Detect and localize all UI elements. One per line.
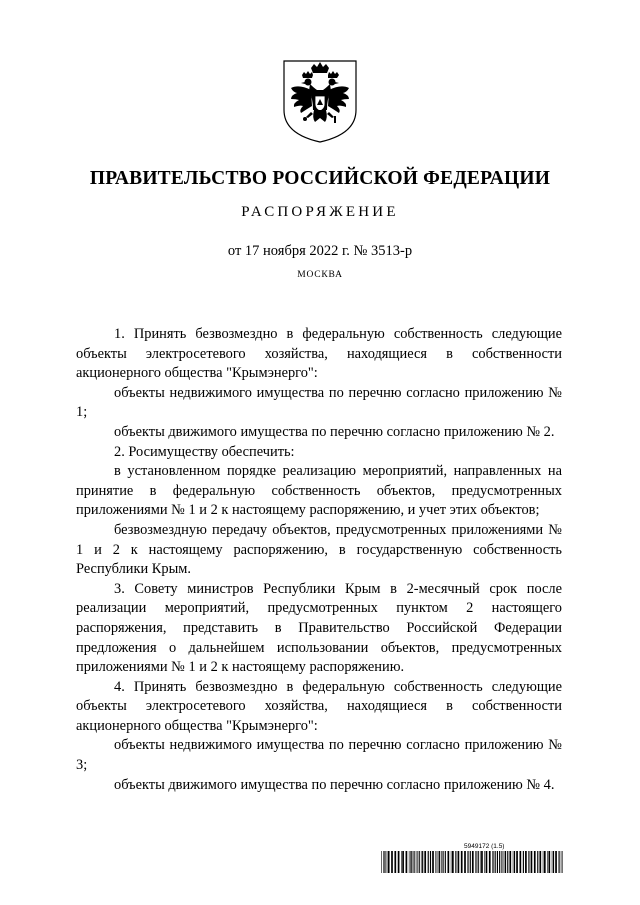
government-title: ПРАВИТЕЛЬСТВО РОССИЙСКОЙ ФЕДЕРАЦИИ — [89, 168, 551, 189]
paragraph-1: 1. Принять безвозмездно в федеральную собственность следующие объекты электросетевого хозяйства, находящиеся в собственности акционерного общества "Крымэнерго": — [76, 326, 562, 382]
paragraph-5: в установленном порядке реализацию мероприятий, направленных на принятие в федеральную собственность объектов, предусмотренных приложениями № 1 и 2 к настоящему распоряжению, и учет этих объектов; — [76, 463, 562, 519]
document-city: МОСКВА — [297, 270, 343, 280]
document-type: РАСПОРЯЖЕНИЕ — [241, 204, 399, 220]
paragraph-7: 3. Совету министров Республики Крым в 2-месячный срок после реализации мероприятий, предусмотренных пунктом 2 настоящего распоряжения, представить в Правительство Российской Федерации предложения о дальнейшем использовании объектов, предусмотренных приложениями № 1 и 2 к настоящему распоряжению. — [76, 580, 562, 676]
paragraph-3: объекты движимого имущества по перечню согласно приложению № 2. — [114, 423, 555, 440]
stamp-code: 5949172 (1.5) — [464, 843, 505, 850]
paragraph-9: объекты недвижимого имущества по перечню согласно приложению № 3; — [76, 737, 562, 774]
paragraph-8: 4. Принять безвозмездно в федеральную собственность следующие объекты электросетевого хозяйства, находящиеся в собственности акционерного общества "Крымэнерго": — [76, 678, 562, 734]
paragraph-6: безвозмездную передачу объектов, предусмотренных приложениями № 1 и 2 к настоящему распоряжению, в государственную собственность Республики Крым. — [76, 521, 562, 578]
paragraph-10: объекты движимого имущества по перечню согласно приложению № 4. — [114, 776, 555, 793]
paragraph-2: объекты недвижимого имущества по перечню согласно приложению № 1; — [76, 384, 562, 421]
document-date-number: от 17 ноября 2022 г. № 3513-р — [227, 243, 413, 259]
paragraph-4: 2. Росимуществу обеспечить: — [114, 443, 295, 460]
coat-of-arms-icon — [281, 58, 359, 144]
barcode-icon — [381, 851, 563, 873]
document-body — [76, 325, 562, 795]
